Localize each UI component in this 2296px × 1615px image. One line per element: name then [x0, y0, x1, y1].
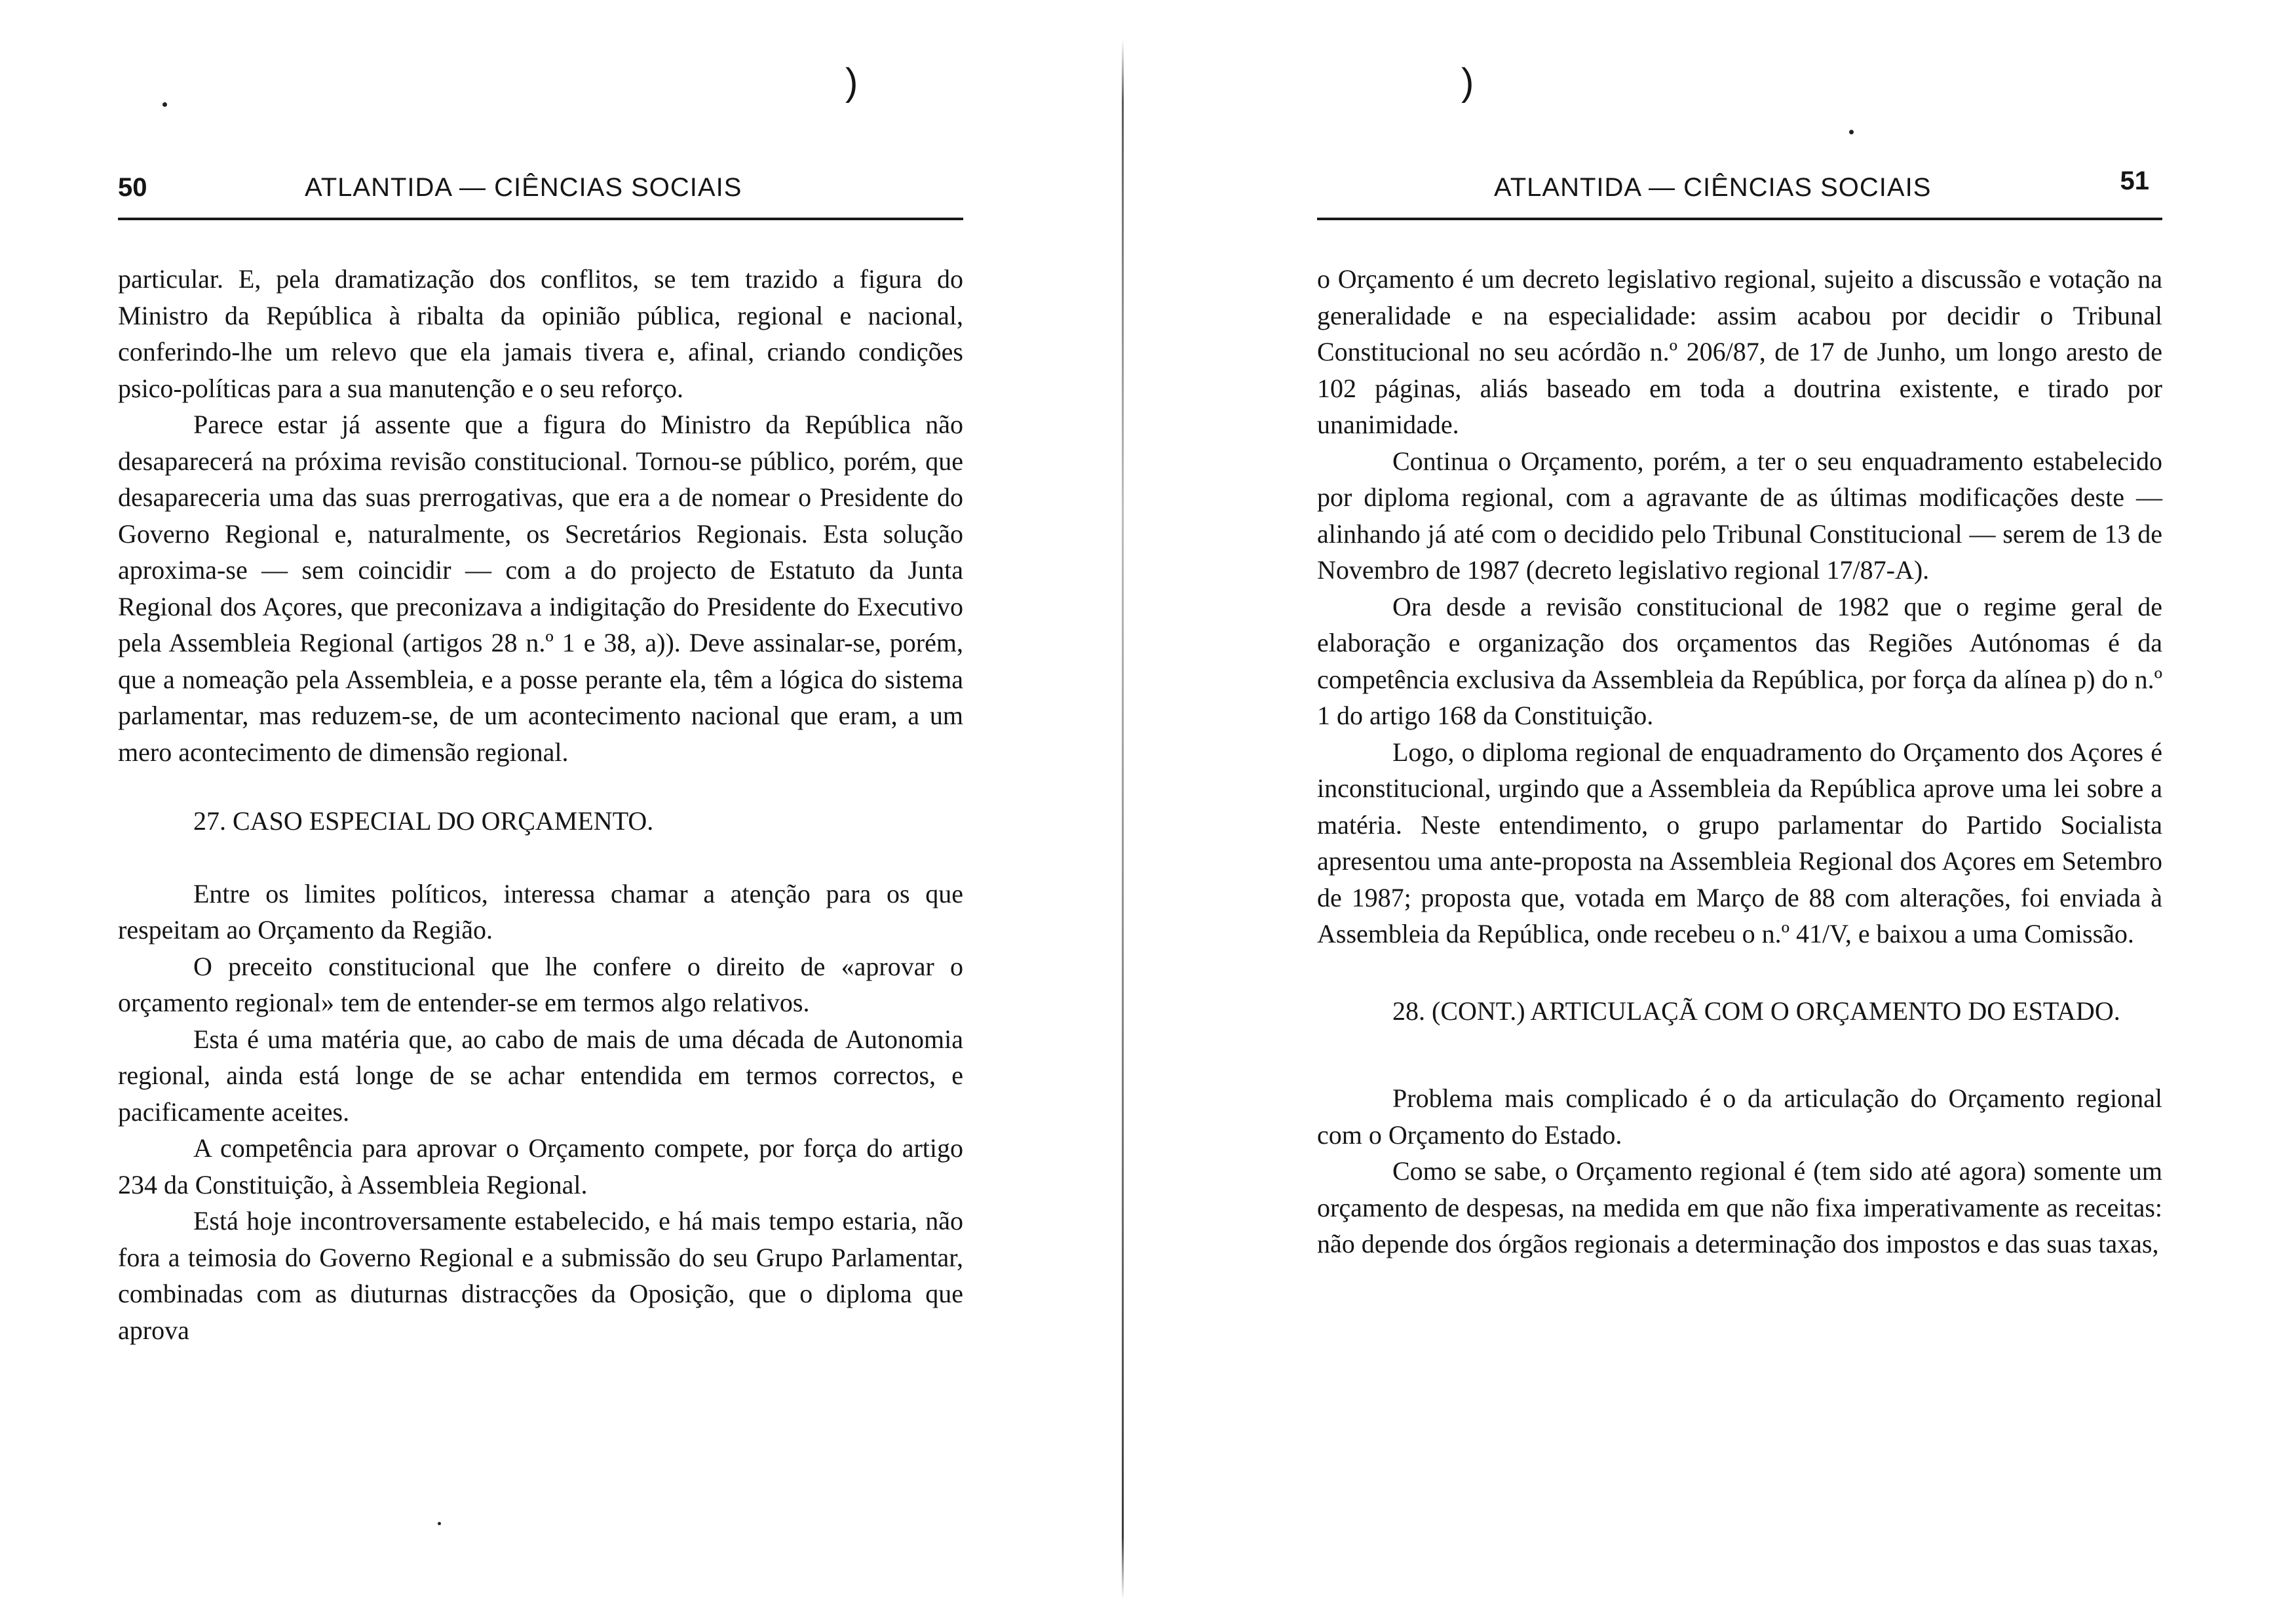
page-body [118, 261, 963, 1348]
page-number: 51 [2120, 166, 2149, 195]
paragraph: Está hoje incontroversamente estabelecido, e há mais tempo estaria, não fora a teimosia do Governo Regional e a submissão do seu Grupo Parlamentar, combinadas com as diuturnas distracções da Oposição, que o diploma que aprova [118, 1206, 963, 1345]
paragraph: A competência para aprovar o Orçamento compete, por força do artigo 234 da Constituição, à Assembleia Regional. [118, 1133, 963, 1199]
book-gutter [1122, 39, 1124, 1599]
paren-mark: ) [845, 61, 858, 104]
paragraph: Ora desde a revisão constitucional de 1982 que o regime geral de elaboração e organização dos orçamentos das Regiões Autónomas é da competência exclusiva da Assembleia da República, por força da alínea p) do n.º 1 do artigo 168 da Constituição. [1317, 591, 2162, 730]
running-head: ATLANTIDA — CIÊNCIAS SOCIAIS [305, 173, 742, 202]
paragraph: Logo, o diploma regional de enquadramento do Orçamento dos Açores é inconstitucional, urgindo que a Assembleia da República aprove uma lei sobre a matéria. Neste entendimento, o grupo parlamentar do Partido Socialista apresentou uma ante-proposta na Assembleia Regional dos Açores em Setembro de 1987; proposta que, votada em Março de 88 com alterações, foi enviada à Assembleia da República, onde recebeu o n.º 41/V, e baixou a uma Comissão. [1317, 737, 2162, 948]
left-page [118, 0, 963, 1615]
paragraph: O preceito constitucional que lhe confere o direito de «aprovar o orçamento regional» tem de entender-se em termos algo relativos. [118, 951, 963, 1017]
paragraph: Como se sabe, o Orçamento regional é (tem sido até agora) somente um orçamento de despesas, na medida em que não fixa imperativamente as receitas: não depende dos órgãos regionais a determinação dos impostos e das suas taxas, [1317, 1156, 2162, 1258]
paragraph: Parece estar já assente que a figura do Ministro da República não desaparecerá na próxima revisão constitucional. Tornou-se público, porém, que desapareceria uma das suas prerrogativas, que era a de nomear o Presidente do Governo Regional e, naturalmente, os Secretários Regionais. Esta solução aproxima-se — sem coincidir — com a do projecto de Estatuto da Junta Regional dos Açores, que preconizava a indigitação do Presidente do Executivo pela Assembleia Regional (artigos 28 n.º 1 e 38, a)). Deve assinalar-se, porém, que a nomeação pela Assembleia, e a posse perante ela, têm a lógica do sistema parlamentar, mas reduzem-se, de um acontecimento nacional que eram, a um mero acontecimento de dimensão regional. [118, 410, 963, 767]
paren-mark: ) [1461, 61, 1474, 104]
page-header [1317, 165, 2162, 220]
page-body [1317, 261, 2162, 1262]
section-heading: 28. (CONT.) ARTICULAÇÃ COM O ORÇAMENTO DO ESTADO. [1392, 996, 2120, 1026]
paragraph: Esta é uma matéria que, ao cabo de mais de uma década de Autonomia regional, ainda está longe de se achar entendida em termos correctos, e pacificamente aceites. [118, 1024, 963, 1127]
paragraph: particular. E, pela dramatização dos conflitos, se tem trazido a figura do Ministro da República à ribalta da opinião pública, regional e nacional, conferindo-lhe um relevo que ela jamais tivera e, afinal, criando condições psico-políticas para a sua manutenção e o seu reforço. [118, 264, 963, 403]
paragraph: Entre os limites políticos, interessa chamar a atenção para os que respeitam ao Orçamento da Região. [118, 878, 963, 944]
paragraph: o Orçamento é um decreto legislativo regional, sujeito a discussão e votação na generalidade e na especialidade: assim acabou por decidir o Tribunal Constitucional no seu acórdão n.º 206/87, de 17 de Junho, um longo aresto de 102 páginas, aliás baseado em toda a doutrina existente, e tirado por unanimidade. [1317, 264, 2162, 439]
page-header [118, 165, 963, 220]
paragraph: Continua o Orçamento, porém, a ter o seu enquadramento estabelecido por diploma regional, com a agravante de as últimas modificações deste — alinhando já até com o decidido pelo Tribunal Constitucional — serem de 13 de Novembro de 1987 (decreto legislativo regional 17/87-A). [1317, 446, 2162, 585]
right-page [1317, 0, 2162, 1615]
section-heading: 27. CASO ESPECIAL DO ORÇAMENTO. [193, 806, 654, 836]
paragraph: Problema mais complicado é o da articulação do Orçamento regional com o Orçamento do Estado. [1317, 1083, 2162, 1150]
running-head: ATLANTIDA — CIÊNCIAS SOCIAIS [1494, 173, 1932, 202]
page-number: 50 [118, 173, 147, 202]
